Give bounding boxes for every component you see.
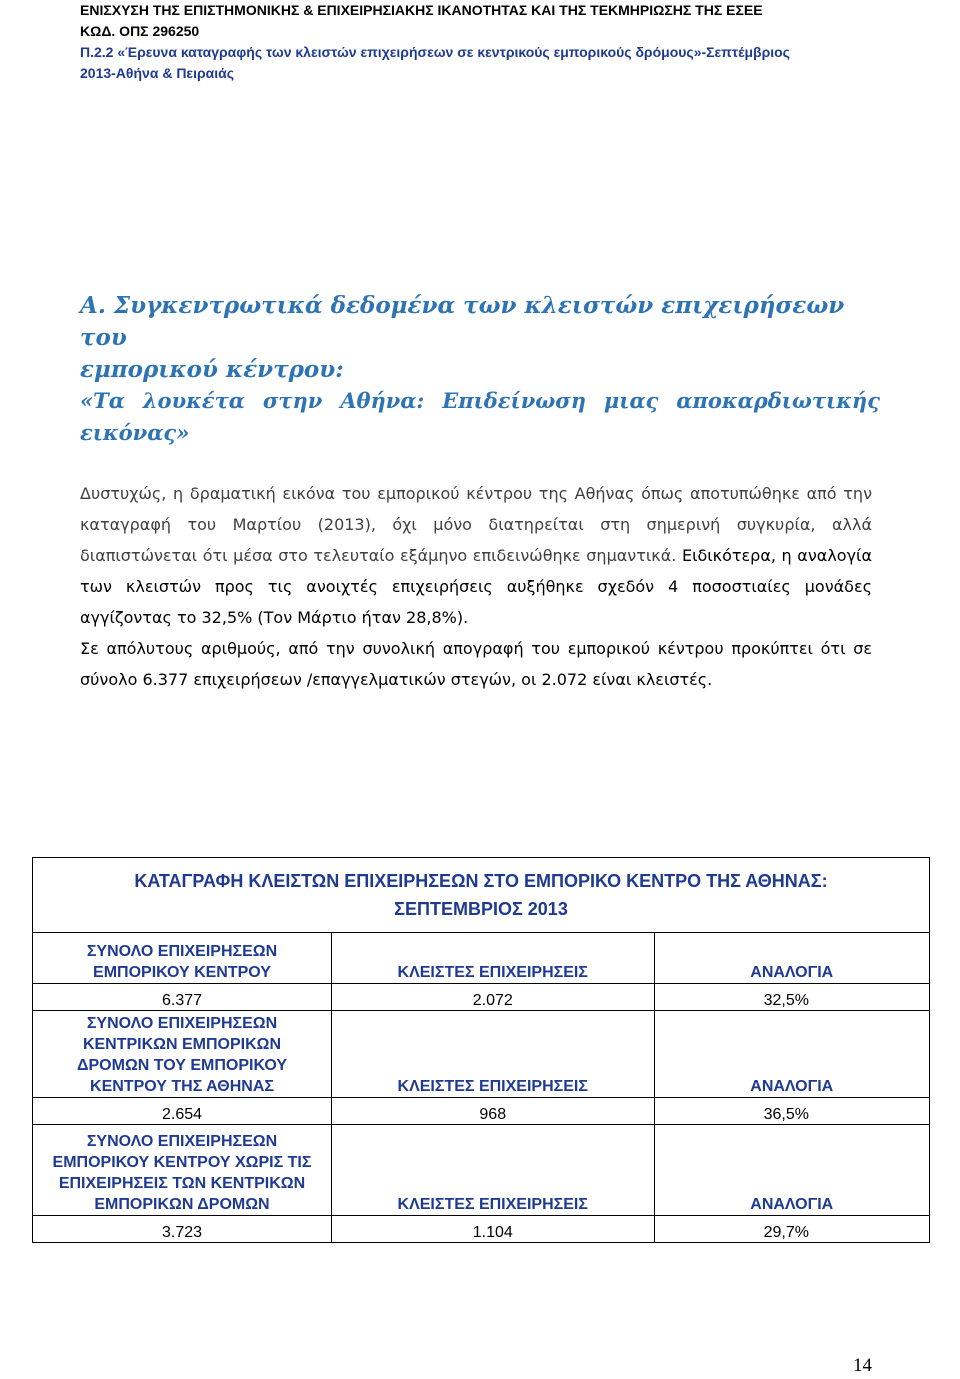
running-header [80,0,930,84]
body-paragraph-1 [80,478,872,633]
table-caption [33,858,930,933]
group-label-line: ΕΜΠΟΡΙΚΟΥ ΚΕΝΤΡΟΥ ΧΩΡΙΣ ΤΙΣ [52,1154,312,1171]
body-paragraph-1-intro: Δυστυχώς, η δραματική εικόνα του εμπορικού κέντρου της Αθήνας όπως αποτυπώθηκε από την καταγραφή του Μαρτίου (2013), όχι μόνο διατηρείται στη σημερινή συγκυρία, αλλά διαπιστώνεται ότι μέσα στο τελευταίο εξάμηνο επιδεινώθηκε σημαντικά. [80,484,872,565]
column-closed-label: ΚΛΕΙΣΤΕΣ ΕΠΙΧΕΙΡΗΣΕΙΣ [332,933,655,984]
body-paragraph-1-detail: Ειδικότερα, η αναλογία των κλειστών προς τις ανοιχτές επιχειρήσεις αυξήθηκε σχεδόν 4 ποσοστιαίες μονάδες αγγίζοντας το 32,5% (Τον Μάρτιο ήταν 28,8%). [80,546,873,627]
section-title-line-2: εμπορικού κέντρου: [80,356,344,383]
group-label [33,1125,332,1216]
closed-businesses-table [32,857,930,1243]
group-label-line: ΕΜΠΟΡΙΚΟΥ ΚΕΝΤΡΟΥ [93,964,271,981]
value-closed: 968 [332,1098,655,1125]
value-total: 2.654 [33,1098,332,1125]
value-ratio: 29,7% [654,1216,930,1243]
column-ratio-label: ΑΝΑΛΟΓΙΑ [654,933,930,984]
column-closed-label: ΚΛΕΙΣΤΕΣ ΕΠΙΧΕΙΡΗΣΕΙΣ [332,1125,655,1216]
body-paragraph-2: Σε απόλυτους αριθμούς, από την συνολική απογραφή του εμπορικού κέντρου προκύπτει ότι σε σύνολο 6.377 επιχειρήσεων /επαγγελματικών στεγών, οι 2.072 είναι κλειστές. [80,639,872,689]
value-ratio: 32,5% [654,984,930,1011]
section-subtitle: «Τα λουκέτα στην Αθήνα: Επιδείνωση μιας αποκαρδιωτικής εικόνας» [80,388,880,445]
group-label-line: ΚΕΝΤΡΙΚΩΝ ΕΜΠΟΡΙΚΩΝ [82,1036,282,1053]
value-closed: 2.072 [332,984,655,1011]
section-title-line-1: Α. Συγκεντρωτικά δεδομένα των κλειστών επιχειρήσεων του [80,292,845,351]
header-deliverable-title: Π.2.2 «Έρευνα καταγραφής των κλειστών επιχειρήσεων σε κεντρικούς εμπορικούς δρόμους»-Σεπτέμβριος [80,44,790,60]
group-label-line: ΣΥΝΟΛΟ ΕΠΙΧΕΙΡΗΣΕΩΝ [86,943,278,960]
group-label-line: ΕΠΙΧΕΙΡΗΣΕΙΣ ΤΩΝ ΚΕΝΤΡΙΚΩΝ [58,1175,306,1192]
value-total: 6.377 [33,984,332,1011]
table-caption-row [33,858,930,933]
section-title [80,290,880,386]
table-header-row [33,1125,930,1216]
table-row [33,1098,930,1125]
group-label [33,1011,332,1098]
value-ratio: 36,5% [654,1098,930,1125]
table-header-row [33,933,930,984]
body-text [80,478,872,695]
value-total: 3.723 [33,1216,332,1243]
header-program-title: ΕΝΙΣΧΥΣΗ ΤΗΣ ΕΠΙΣΤΗΜΟΝΙΚΗΣ & ΕΠΙΧΕΙΡΗΣΙΑΚΗΣ ΙΚΑΝΟΤΗΤΑΣ ΚΑΙ ΤΗΣ ΤΕΚΜΗΡΙΩΣΗΣ ΤΗΣ ΕΣΕΕ [80,2,763,18]
table-row [33,984,930,1011]
table-caption-line-2: ΣΕΠΤΕΜΒΡΙΟΣ 2013 [394,899,568,919]
page-number: 14 [853,1355,872,1376]
column-ratio-label: ΑΝΑΛΟΓΙΑ [654,1125,930,1216]
group-label [33,933,332,984]
header-project-code: ΚΩΔ. ΟΠΣ 296250 [80,23,200,39]
group-label-line: ΕΜΠΟΡΙΚΩΝ ΔΡΟΜΩΝ [94,1196,270,1213]
header-deliverable-date: 2013-Αθήνα & Πειραιάς [80,65,235,81]
group-label-line: ΣΥΝΟΛΟ ΕΠΙΧΕΙΡΗΣΕΩΝ [86,1133,278,1150]
table-header-row [33,1011,930,1098]
group-label-line: ΚΕΝΤΡΟΥ ΤΗΣ ΑΘΗΝΑΣ [90,1078,274,1095]
value-closed: 1.104 [332,1216,655,1243]
column-ratio-label: ΑΝΑΛΟΓΙΑ [654,1011,930,1098]
table-row [33,1216,930,1243]
group-label-line: ΔΡΟΜΩΝ ΤΟΥ ΕΜΠΟΡΙΚΟΥ [77,1057,287,1074]
column-closed-label: ΚΛΕΙΣΤΕΣ ΕΠΙΧΕΙΡΗΣΕΙΣ [332,1011,655,1098]
group-label-line: ΣΥΝΟΛΟ ΕΠΙΧΕΙΡΗΣΕΩΝ [86,1015,278,1032]
table-caption-line-1: ΚΑΤΑΓΡΑΦΗ ΚΛΕΙΣΤΩΝ ΕΠΙΧΕΙΡΗΣΕΩΝ ΣΤΟ ΕΜΠΟΡΙΚΟ ΚΕΝΤΡΟ ΤΗΣ ΑΘΗΝΑΣ: [134,871,828,891]
